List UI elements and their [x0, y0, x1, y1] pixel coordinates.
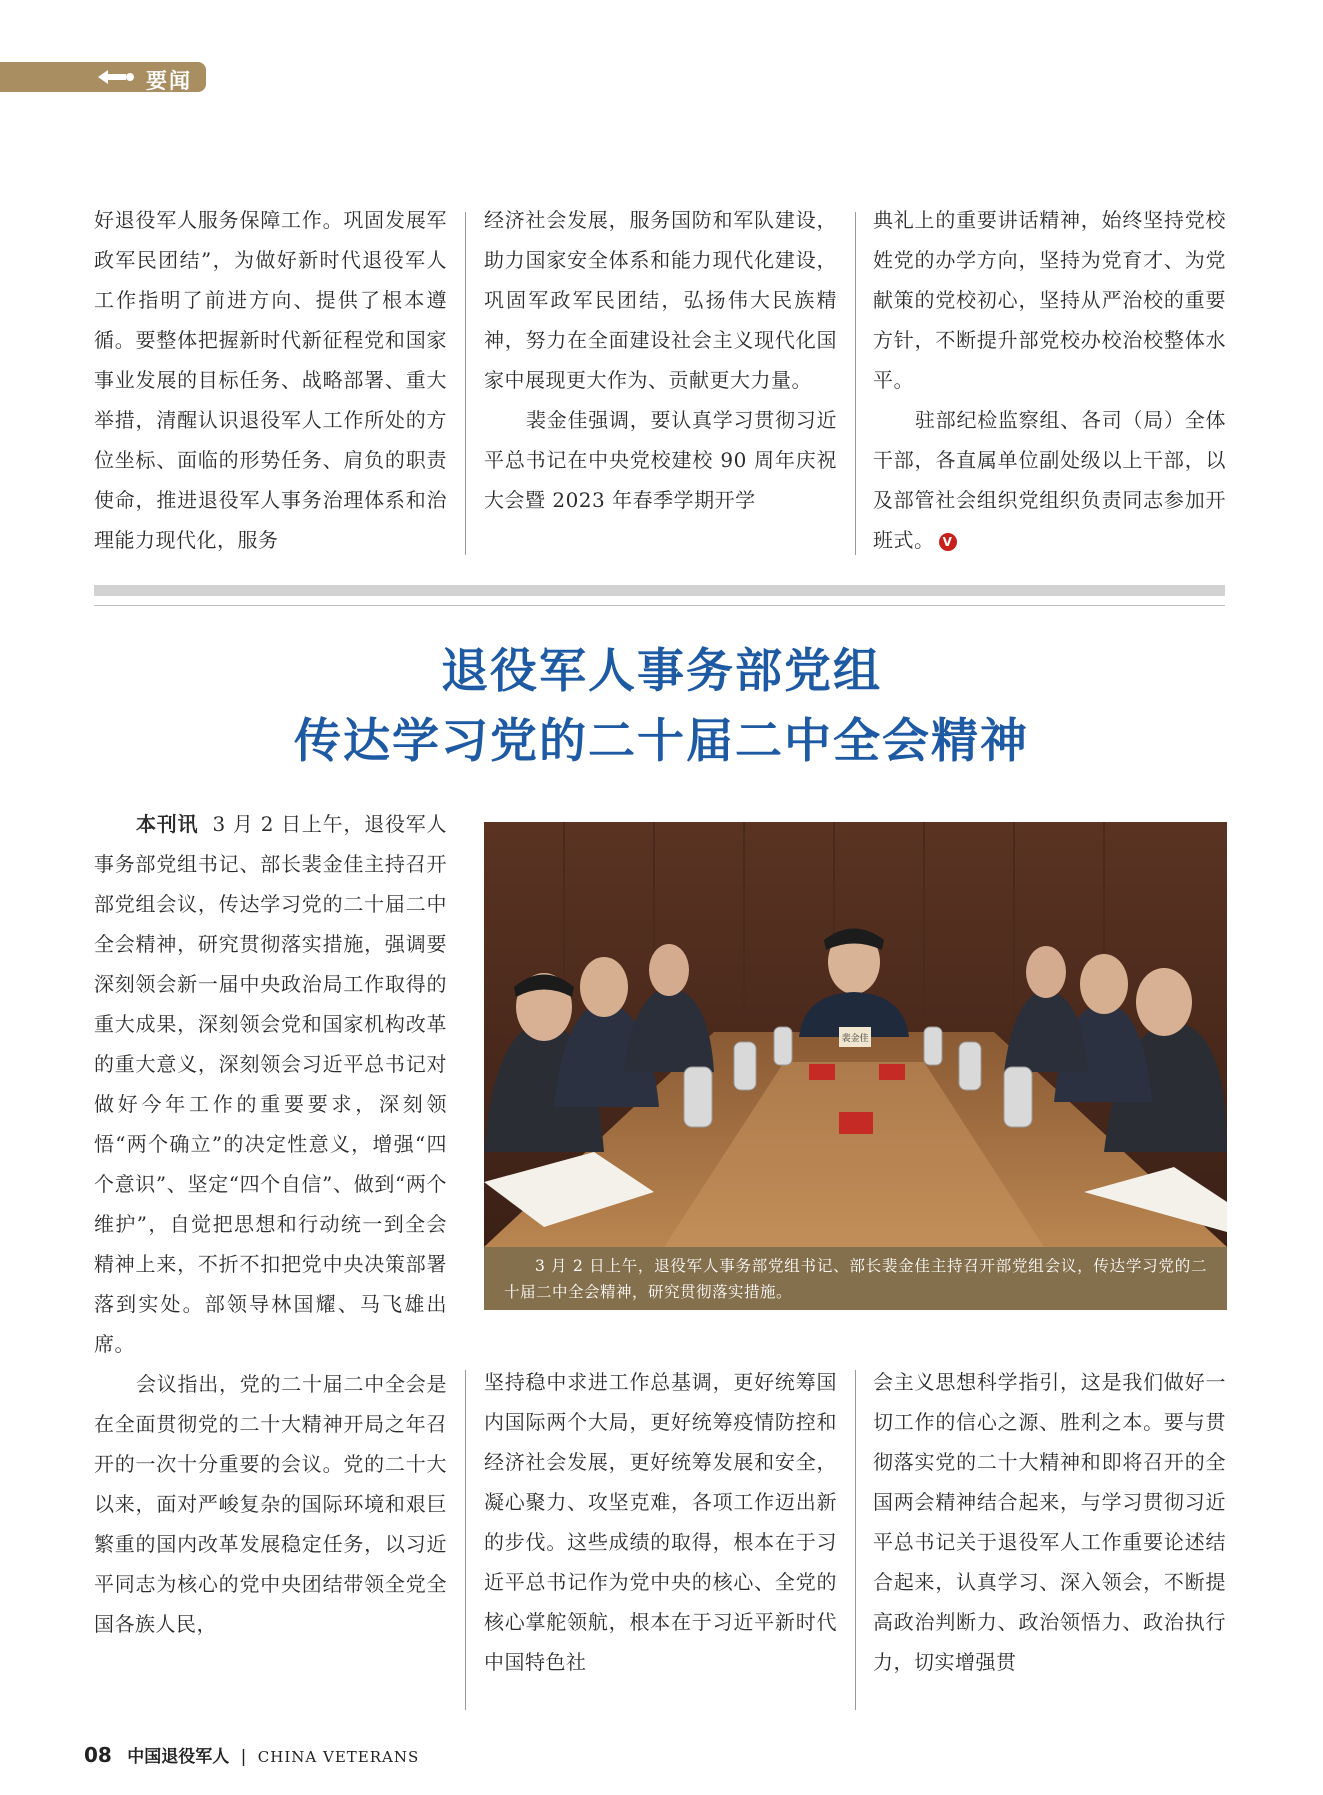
- column-divider: [855, 1370, 856, 1710]
- top-column-3: [873, 200, 1226, 560]
- article-column-1: [94, 804, 447, 1644]
- section-tag: [0, 62, 206, 92]
- page-footer: [84, 1742, 419, 1767]
- section-divider: [94, 585, 1225, 596]
- arrow-icon: [96, 68, 136, 86]
- paragraph: 会主义思想科学指引，这是我们做好一切工作的信心之源、胜利之本。要与贯彻落实党的二十大精神和即将召开的全国两会精神结合起来，与学习贯彻习近平总书记关于退役军人工作重要论述结合起来，认真学习、深入领会，不断提高政治判断力、政治领悟力、政治执行力，切实增强贯: [873, 1370, 1226, 1674]
- paragraph: [94, 804, 447, 1364]
- column-divider: [465, 212, 466, 555]
- end-mark-icon: V: [939, 533, 957, 551]
- column-divider: [465, 1370, 466, 1710]
- paragraph: 裴金佳强调，要认真学习贯彻习近平总书记在中央党校建校 90 周年庆祝大会暨 2023 年春季学期开学: [484, 408, 837, 512]
- top-column-1: [94, 200, 447, 560]
- page-number: 08: [84, 1743, 112, 1767]
- footer-separator: |: [240, 1747, 247, 1767]
- paragraph: 会议指出，党的二十届二中全会是在全面贯彻党的二十大精神开局之年召开的一次十分重要的会议。党的二十大以来，面对严峻复杂的国际环境和艰巨繁重的国内改革发展稳定任务，以习近平同志为核心的党中央团结带领全党全国各族人民，: [94, 1372, 447, 1636]
- top-column-2: [484, 200, 837, 520]
- magazine-name: 中国退役军人: [127, 1747, 230, 1767]
- paragraph: 典礼上的重要讲话精神，始终坚持党校姓党的办学方向，坚持为党育才、为党献策的党校初心，坚持从严治校的重要方针，不断提升部党校办校治校整体水平。: [873, 208, 1226, 392]
- article-column-2: [484, 1362, 837, 1682]
- paragraph-text: 3 月 2 日上午，退役军人事务部党组书记、部长裴金佳主持召开部党组会议，传达学习党的二十届二中全会精神，研究贯彻落实措施，强调要深刻领会新一届中央政治局工作取得的重大成果，深刻领会党和国家机构改革的重大意义，深刻领会习近平总书记对做好今年工作的重要要求，深刻领悟“两个确立”的决定性意义，增强“四个意识”、坚定“四个自信”、做到“两个维护”，自觉把思想和行动统一到全会精神上来，不折不扣把党中央决策部署落到实处。部领导林国耀、马飞雄出席。: [94, 812, 447, 1356]
- paragraph: 好退役军人服务保障工作。巩固发展军政军民团结”，为做好新时代退役军人工作指明了前进方向、提供了根本遵循。要整体把握新时代新征程党和国家事业发展的目标任务、战略部署、重大举措，清醒认识退役军人工作所处的方位坐标、面临的形势任务、肩负的职责使命，推进退役军人事务治理体系和治理能力现代化，服务: [94, 208, 447, 552]
- name-card: 裴金佳: [841, 1034, 869, 1044]
- meeting-photo: [484, 822, 1227, 1247]
- section-label: 要闻: [146, 69, 192, 93]
- headline-line-1: 退役军人事务部党组: [441, 644, 882, 699]
- column-divider: [855, 212, 856, 555]
- lead-label: 本刊讯: [136, 812, 199, 836]
- paragraph: 经济社会发展，服务国防和军队建设，助力国家安全体系和能力现代化建设，巩固军政军民团结，弘扬伟大民族精神，努力在全面建设社会主义现代化国家中展现更大作为、贡献更大力量。: [484, 208, 837, 392]
- photo-caption: 3 月 2 日上午，退役军人事务部党组书记、部长裴金佳主持召开部党组会议，传达学习党的二十届二中全会精神，研究贯彻落实措施。: [484, 1247, 1227, 1310]
- headline-line-2: 传达学习党的二十届二中全会精神: [294, 714, 1029, 769]
- article-column-3: [873, 1362, 1226, 1682]
- magazine-name-english: CHINA VETERANS: [257, 1748, 420, 1766]
- paragraph-text: 驻部纪检监察组、各司（局）全体干部，各直属单位副处级以上干部，以及部管社会组织党组织负责同志参加开班式。: [873, 408, 1226, 552]
- paragraph: [873, 400, 1226, 560]
- paragraph: 坚持稳中求进工作总基调，更好统筹国内国际两个大局，更好统筹疫情防控和经济社会发展，更好统筹发展和安全，凝心聚力、攻坚克难，各项工作迈出新的步伐。这些成绩的取得，根本在于习近平总书记作为党中央的核心、全党的核心掌舵领航，根本在于习近平新时代中国特色社: [484, 1370, 837, 1674]
- section-divider-thin: [94, 605, 1225, 606]
